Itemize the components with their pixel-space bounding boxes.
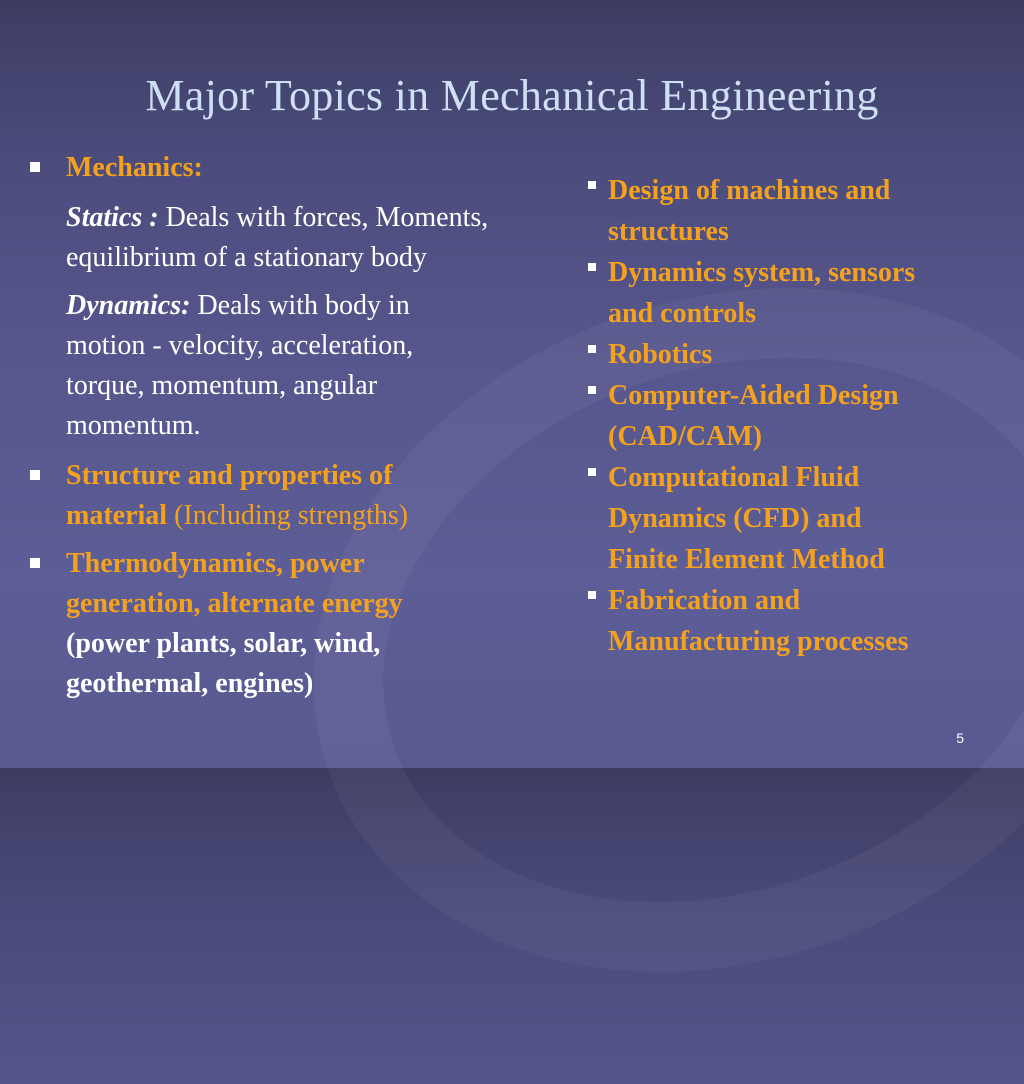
right-item-line: Dynamics system, sensors — [608, 257, 916, 288]
statics-desc-2: equilibrium of a stationary body — [66, 242, 427, 273]
right-item-fabrication — [584, 580, 1014, 662]
right-item-line: Finite Element Method — [608, 544, 885, 575]
right-item-line: Design of machines and — [608, 175, 891, 206]
thermo-line-1: Thermodynamics, power — [66, 548, 365, 579]
dynamics-desc-4: momentum. — [66, 410, 201, 441]
right-item-line: and controls — [608, 298, 757, 329]
thermo-line-2: generation, alternate energy — [66, 588, 403, 619]
mechanics-heading: Mechanics: — [66, 152, 203, 183]
square-bullet-icon — [588, 468, 596, 476]
left-column — [26, 148, 576, 704]
square-bullet-icon — [30, 558, 40, 568]
square-bullet-icon — [588, 386, 596, 394]
right-item-line: Manufacturing processes — [608, 626, 909, 657]
right-item-line: Robotics — [608, 339, 713, 370]
slide-title: Major Topics in Mechanical Engineering — [145, 71, 879, 120]
square-bullet-icon — [30, 470, 40, 480]
right-item-cad — [584, 375, 1014, 457]
statics-term: Statics : — [66, 202, 159, 233]
square-bullet-icon — [588, 181, 596, 189]
page-number: 5 — [956, 730, 964, 746]
right-item-robotics — [584, 334, 1014, 375]
right-item-line: Fabrication and — [608, 585, 801, 616]
right-item-line: Computer-Aided Design — [608, 380, 899, 411]
right-item-dynamics — [584, 252, 1014, 334]
square-bullet-icon — [588, 345, 596, 353]
right-item-line: structures — [608, 216, 729, 247]
right-item-line: Dynamics (CFD) and — [608, 503, 862, 534]
thermo-line-3: (power plants, solar, wind, — [66, 628, 381, 659]
dynamics-desc-3: torque, momentum, angular — [66, 370, 378, 401]
statics-desc-1: Deals with forces, Moments, — [158, 202, 489, 233]
bullet-structure — [26, 456, 576, 536]
dynamics-desc-2: motion - velocity, acceleration, — [66, 330, 414, 361]
right-item-line: (CAD/CAM) — [608, 421, 762, 452]
dynamics-paragraph — [26, 286, 576, 446]
right-item-cfd — [584, 457, 1014, 580]
square-bullet-icon — [30, 162, 40, 172]
statics-paragraph — [26, 198, 576, 278]
bullet-mechanics — [26, 148, 576, 188]
bullet-thermodynamics — [26, 544, 576, 704]
dynamics-desc-1: Deals with body in — [190, 290, 410, 321]
square-bullet-icon — [588, 591, 596, 599]
right-item-line: Computational Fluid — [608, 462, 860, 493]
square-bullet-icon — [588, 263, 596, 271]
structure-line-2a: material — [66, 500, 168, 531]
right-column — [584, 170, 1014, 662]
dynamics-term: Dynamics: — [66, 290, 191, 321]
thermo-line-4: geothermal, engines) — [66, 668, 314, 699]
right-item-design — [584, 170, 1014, 252]
structure-line-2b: (Including strengths) — [167, 500, 409, 531]
structure-line-1: Structure and properties of — [66, 460, 393, 491]
